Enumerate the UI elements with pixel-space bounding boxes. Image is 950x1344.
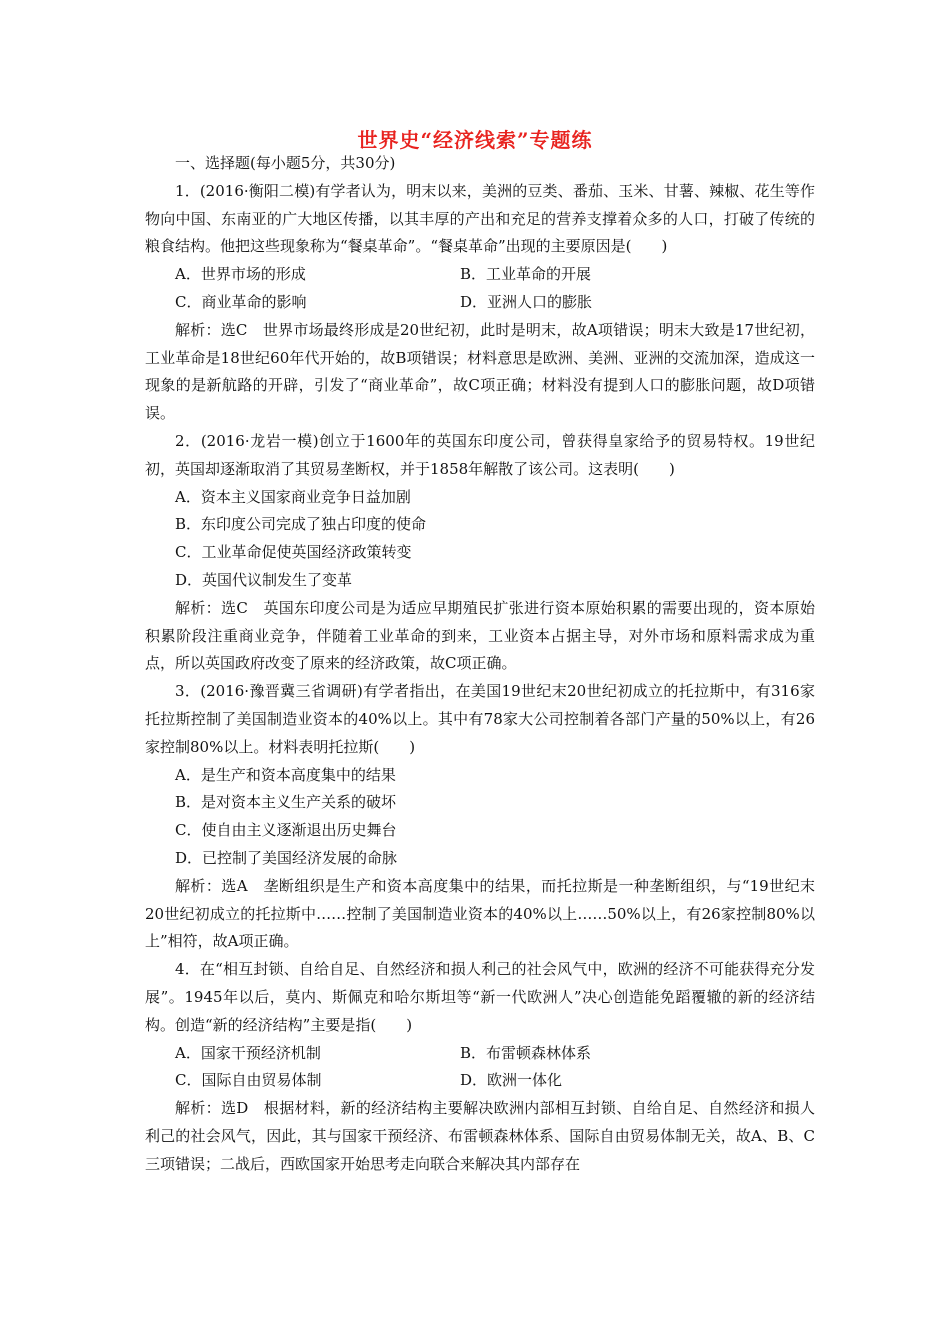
question-4-option-b: B．布雷顿森林体系 [460, 1043, 592, 1062]
question-1-options-row-2 [145, 289, 815, 317]
question-2-option-b: B．东印度公司完成了独占印度的使命 [175, 515, 427, 534]
question-4-options-row-2 [145, 1067, 815, 1095]
question-1-stem: 1．(2016·衡阳二模)有学者认为，明末以来，美洲的豆类、番茄、玉米、甘薯、辣椒、花生等作物向中国、东南亚的广大地区传播，以其丰厚的产出和充足的营养支撑着众多的人口，打破了传统的粮食结构。他把这些现象称为“餐桌革命”。“餐桌革命”出现的主要原因是( ) [145, 181, 815, 256]
question-3-stem: 3．(2016·豫晋冀三省调研)有学者指出，在美国19世纪末20世纪初成立的托拉斯中，有316家托拉斯控制了美国制造业资本的40%以上。其中有78家大公司控制着各部门产量的50%以上，有26家控制80%以上。材料表明托拉斯( ) [145, 682, 815, 756]
document-body [145, 150, 815, 1178]
question-4-analysis: 解析：选D 根据材料，新的经济结构主要解决欧洲内部相互封锁、自给自足、自然经济和损人利己的社会风气，因此，其与国家干预经济、布雷顿森林体系、国际自由贸易体制无关，故A、B、C三项错误；二战后，西欧国家开始思考走向联合来解决其内部存在 [145, 1099, 815, 1173]
page-title: 世界史“经济线索”专题练 [357, 128, 593, 152]
question-4-stem: 4．在“相互封锁、自给自足、自然经济和损人利己的社会风气中，欧洲的经济不可能获得充分发展”。1945年以后，莫内、斯佩克和哈尔斯坦等“新一代欧洲人”决心创造能免蹈覆辙的新的经济结构。创造“新的经济结构”主要是指( ) [145, 960, 815, 1034]
question-4-option-a: A．国家干预经济机制 [175, 1043, 321, 1062]
question-1-option-a: A．世界市场的形成 [175, 265, 306, 284]
question-1-option-b: B．工业革命的开展 [460, 265, 592, 284]
question-1-option-c: C．商业革命的影响 [175, 292, 307, 311]
question-1-option-d: D．亚洲人口的膨胀 [460, 292, 593, 311]
question-3-option-a: A．是生产和资本高度集中的结果 [175, 765, 396, 784]
question-2-stem: 2．(2016·龙岩一模)创立于1600年的英国东印度公司，曾获得皇家给予的贸易特权。19世纪初，英国却逐渐取消了其贸易垄断权，并于1858年解散了该公司。这表明( ) [145, 431, 815, 478]
question-2-option-d: D．英国代议制发生了变革 [175, 570, 353, 589]
question-4-option-c: C．国际自由贸易体制 [175, 1071, 322, 1090]
question-2-option-a: A．资本主义国家商业竞争日益加剧 [175, 487, 411, 506]
question-1-options-row-1 [145, 261, 815, 289]
question-1-analysis: 解析：选C 世界市场最终形成是20世纪初，此时是明末，故A项错误；明末大致是17世纪初，工业革命是18世纪60年代开始的，故B项错误；材料意思是欧洲、美洲、亚洲的交流加深，造成这一现象的是新航路的开辟，引发了“商业革命”，故C项正确；材料没有提到人口的膨胀问题，故D项错误。 [145, 320, 815, 423]
question-4-option-d: D．欧洲一体化 [460, 1071, 563, 1090]
question-2-analysis: 解析：选C 英国东印度公司是为适应早期殖民扩张进行资本原始积累的需要出现的，资本原始积累阶段注重商业竞争，伴随着工业革命的到来，工业资本占据主导，对外市场和原料需求成为重点，所以英国政府改变了原来的经济政策，故C项正确。 [145, 598, 815, 673]
question-3-option-c: C．使自由主义逐渐退出历史舞台 [175, 821, 397, 840]
question-3-option-d: D．已控制了美国经济发展的命脉 [175, 848, 398, 867]
question-3-option-b: B．是对资本主义生产关系的破坏 [175, 793, 397, 812]
question-2-option-c: C．工业革命促使英国经济政策转变 [175, 543, 412, 562]
question-4-options-row-1 [145, 1040, 815, 1068]
question-3-analysis: 解析：选A 垄断组织是生产和资本高度集中的结果，而托拉斯是一种垄断组织，与“19世纪末20世纪初成立的托拉斯中……控制了美国制造业资本的40%以上……50%以上，有26家控制80%以上”相符，故A项正确。 [145, 876, 815, 951]
section-heading: 一、选择题(每小题5分，共30分) [175, 154, 396, 172]
